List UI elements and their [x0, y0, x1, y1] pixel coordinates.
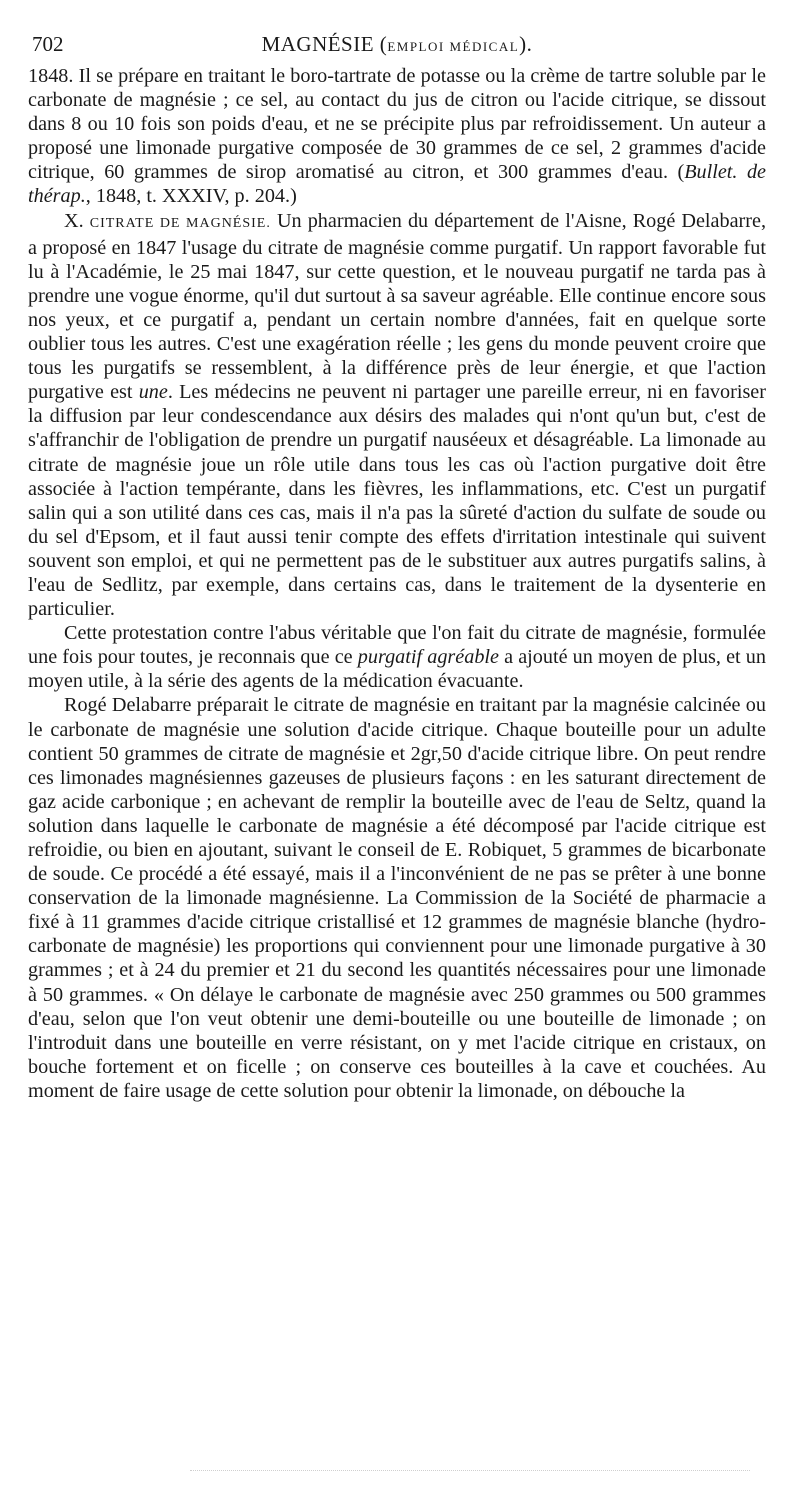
page [28, 28, 766, 1103]
running-head-close: ). [519, 32, 533, 56]
body-text [28, 64, 766, 1103]
paragraph-3-text-b: a ajouté un moyen de plus, et un moyen utile, à la série des agents de la médication évacuante. [28, 646, 766, 693]
footer-bleed-through [190, 1470, 750, 1475]
paragraph-1-text: 1848. Il se prépare en traitant le boro-tartrate de potasse ou la crème de tartre soluble par le carbonate de magnésie ; ce sel, au contact du jus de citron ou l'acide citrique, se dissout dans 8 ou 10 fois son poids d'eau, et ne se précipite plus par refroidissement. Un auteur a proposé une limonade purgative composée de 30 grammes de ce sel, 2 grammes d'acide citrique, 60 grammes de sirop aromatisé au citron, et 300 grammes d'eau. ( [28, 65, 766, 184]
paragraph-4: Rogé Delabarre préparait le citrate de magnésie en traitant par la magnésie calcinée ou le carbonate de magnésie une solution d'acide citrique. Chaque bouteille pour un adulte contient 50 grammes de citrate de magnésie et 2gr,50 d'acide citrique libre. On peut rendre ces limonades magnésiennes gazeuses de plusieurs façons : en les saturant directement de gaz acide carbonique ; en achevant de remplir la bouteille avec de l'eau de Seltz, quand la solution dans laquelle le carbonate de magnésie a été décomposé par l'acide citrique est refroidie, ou bien en ajoutant, suivant le conseil de E. Robiquet, 5 grammes de bicarbonate de soude. Ce procédé a été essayé, mais il a l'inconvénient de ne pas se prêter à une bonne conservation de la limonade magnésienne. La Commission de la Société de pharmacie a fixé à 11 grammes d'acide citrique cristallisé et 12 grammes de magnésie blanche (hydro-carbonate de magnésie) les proportions qui conviennent pour une limonade purgative à 30 grammes ; et à 24 du premier et 21 du second les quantités nécessaires pour une limonade à 50 grammes. « On délaye le carbonate de magnésie avec 250 grammes ou 500 grammes d'eau, selon que l'on veut obtenir une demi-bouteille ou une bouteille de limonade ; on l'introduit dans une bouteille en verre résistant, on y met l'acide citrique en cristaux, on bouche fortement et on ficelle ; on conserve ces bouteilles à la cave et couchées. Au moment de faire usage de cette solution pour obtenir la limonade, on débouche la [28, 694, 766, 1102]
paragraph-3-text-a: Cette protestation contre l'abus véritable que l'on fait du citrate de magnésie, formulée une fois pour toutes, je reconnais que ce [28, 622, 766, 669]
page-number: 702 [32, 32, 64, 56]
paragraph-1-end: , 1848, t. XXXIV, p. 204.) [85, 185, 297, 208]
running-head-subtitle: EMPLOI MÉDICAL [387, 39, 520, 54]
paragraph-2-text-b: . Les médecins ne peuvent ni partager une pareille erreur, ni en favoriser la diffusion par leur condescendance aux désirs des malades qui n'ont qu'un but, c'est de s'affranchir de l'obligation de prendre un purgatif nauséeux et désagréable. La limonade au citrate de magnésie joue un rôle utile dans tous les cas où l'action purgative doit être associée à l'action tempérante, dans les fièvres, les inflammations, etc. C'est un purgatif salin qui a son utilité dans ces cas, mais il n'a pas la sûreté d'action du sulfate de soude ou du sel d'Epsom, et il faut aussi tenir compte des effets d'irritation intestinale qui suivent souvent son emploi, et qui ne permettent pas de le substituer aux autres purgatifs salins, à l'eau de Sedlitz, par exemple, dans certains cas, dans le traitement de la dysenterie en particulier. [28, 381, 766, 621]
emphasis-purgatif-agreable: purgatif agréable [357, 646, 499, 669]
page-header [28, 28, 766, 64]
running-head [28, 32, 766, 57]
emphasis-une: une [138, 381, 168, 404]
paragraph-1 [28, 64, 766, 209]
citation-bulletin: Bullet. de thérap. [28, 161, 767, 208]
paragraph-2-text-a: Un pharmacien du département de l'Aisne, Rogé Delabarre, a proposé en 1847 l'usage du citrate de magnésie comme purgatif. Un rapport favorable fut lu à l'Académie, le 25 mai 1847, sur cette question, et le nouveau purgatif ne tarda pas à prendre une vogue énorme, qu'il dut surtout à sa saveur agréable. Elle continue encore sous nos yeux, et ce purgatif a, pendant un certain nombre d'années, fait en quelque sorte oublier tous les autres. C'est une exagération réelle ; les gens du monde peuvent croire que tous les purgatifs se ressemblent, à la différence près de leur énergie, et que l'action purgative est [28, 209, 767, 404]
running-head-title: MAGNÉSIE ( [261, 32, 388, 56]
section-title: CITRATE DE MAGNÉSIE. [89, 215, 271, 231]
paragraph-2 [28, 209, 766, 622]
paragraph-3 [28, 621, 766, 693]
section-number: X. [64, 209, 84, 232]
